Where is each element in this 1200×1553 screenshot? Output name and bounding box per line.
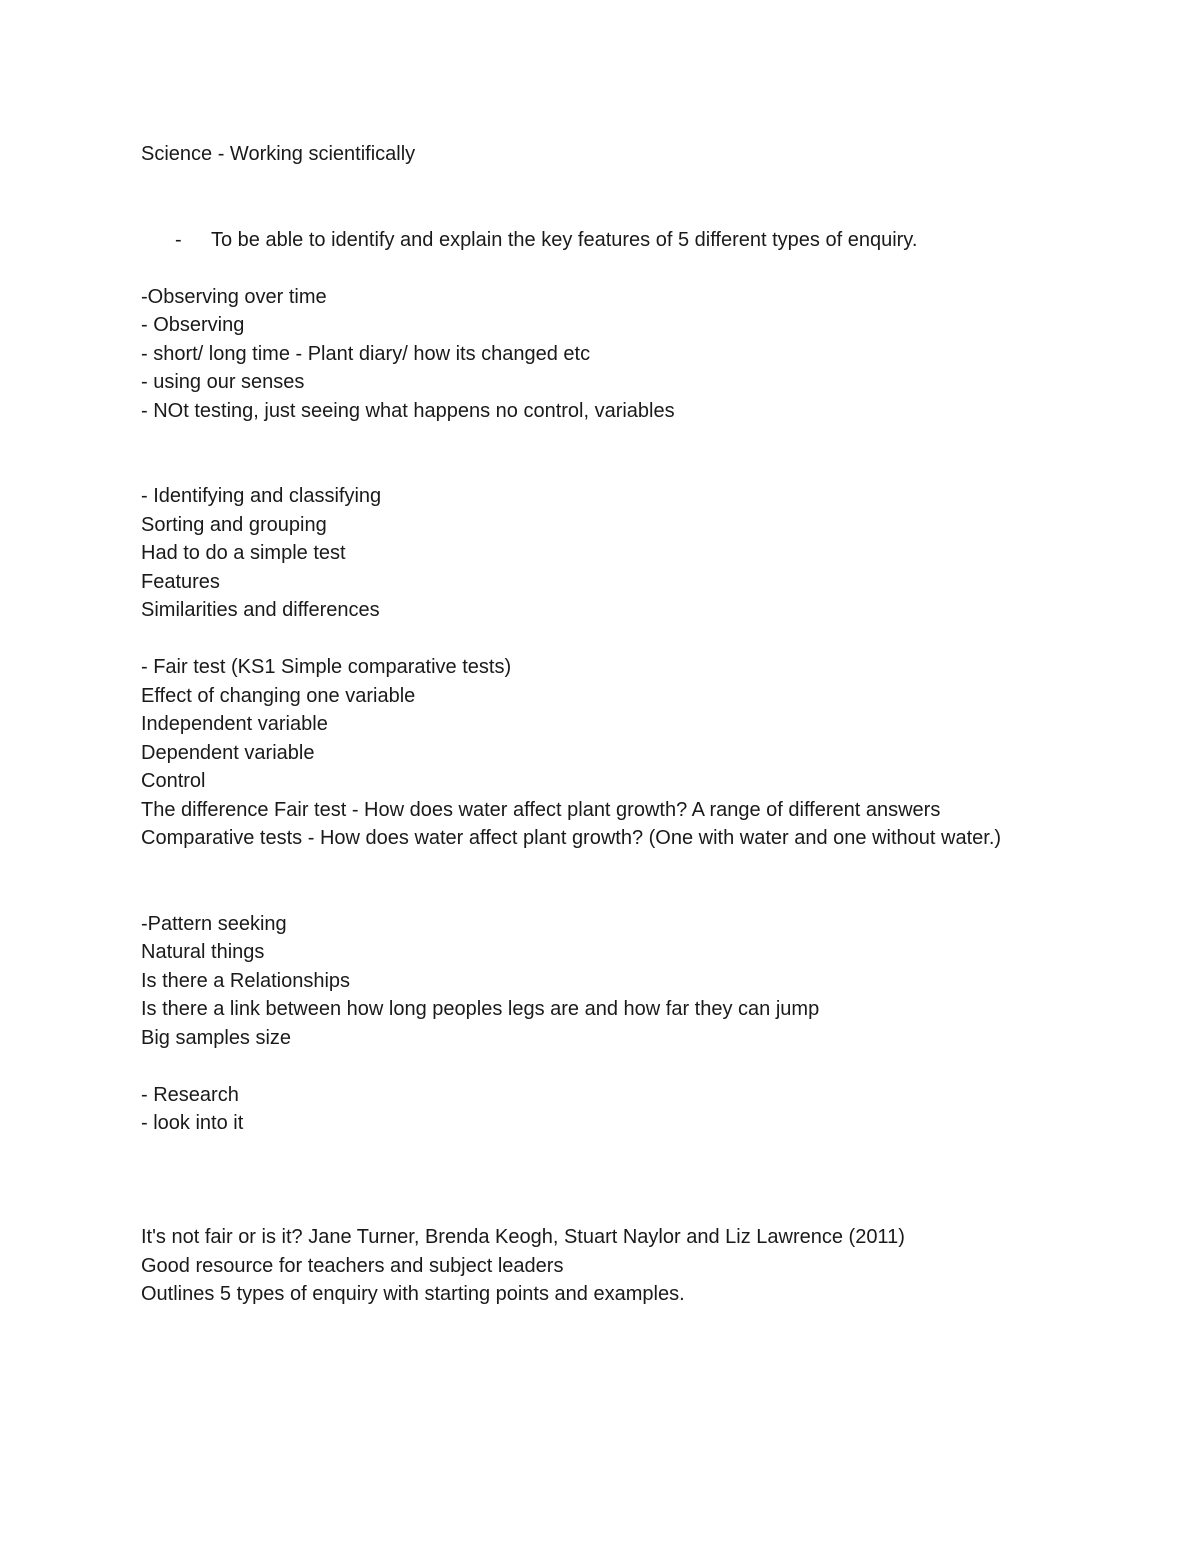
section-identifying-classifying xyxy=(141,482,1041,625)
note-line: - Observing xyxy=(141,314,245,336)
document-title: Science - Working scientifically xyxy=(141,143,416,165)
spacer xyxy=(141,1052,1041,1081)
section-fair-test xyxy=(141,653,1041,853)
objective-item xyxy=(141,226,1041,255)
section-research xyxy=(141,1081,1041,1138)
section-pattern-seeking xyxy=(141,910,1041,1053)
note-line: Comparative tests - How does water affect plant growth? (One with water and one without water.) xyxy=(141,827,1002,849)
note-line: The difference Fair test - How does water affect plant growth? A range of different answers xyxy=(141,798,941,821)
objective-text: To be able to identify and explain the key features of 5 different types of enquiry. xyxy=(211,228,918,251)
note-line: Is there a link between how long peoples legs are and how far they can jump xyxy=(141,998,820,1020)
reference-citation: It's not fair or is it? Jane Turner, Brenda Keogh, Stuart Naylor and Liz Lawrence (2011) xyxy=(141,1226,905,1248)
section-heading: - Research xyxy=(141,1083,239,1106)
note-line: Good resource for teachers and subject leaders xyxy=(141,1254,564,1277)
spacer xyxy=(141,853,1041,910)
objective-bullet: - xyxy=(175,228,182,251)
note-line: Independent variable xyxy=(141,713,328,735)
section-heading: - Fair test (KS1 Simple comparative tests) xyxy=(141,656,512,678)
section-heading: -Observing over time xyxy=(141,285,327,308)
spacer xyxy=(141,625,1041,654)
note-line: - using our senses xyxy=(141,371,305,393)
section-heading: -Pattern seeking xyxy=(141,912,287,935)
note-line: Big samples size xyxy=(141,1026,292,1049)
note-line: Similarities and differences xyxy=(141,599,380,621)
note-line: Features xyxy=(141,570,220,593)
note-line: Effect of changing one variable xyxy=(141,684,416,707)
note-line: Control xyxy=(141,770,206,792)
note-line: - look into it xyxy=(141,1112,244,1134)
note-line: Dependent variable xyxy=(141,741,315,764)
document-body xyxy=(141,140,1041,1309)
spacer xyxy=(141,1138,1041,1224)
note-line: Sorting and grouping xyxy=(141,513,327,536)
note-line: Had to do a simple test xyxy=(141,542,346,564)
spacer xyxy=(141,425,1041,482)
note-line: Is there a Relationships xyxy=(141,969,351,992)
note-line: Outlines 5 types of enquiry with starting points and examples. xyxy=(141,1283,685,1305)
section-observing-over-time xyxy=(141,283,1041,426)
note-line: Natural things xyxy=(141,941,265,963)
section-reference xyxy=(141,1223,1041,1309)
section-heading: - Identifying and classifying xyxy=(141,485,382,507)
note-line: - short/ long time - Plant diary/ how its changed etc xyxy=(141,342,591,365)
note-line: - NOt testing, just seeing what happens no control, variables xyxy=(141,399,675,422)
